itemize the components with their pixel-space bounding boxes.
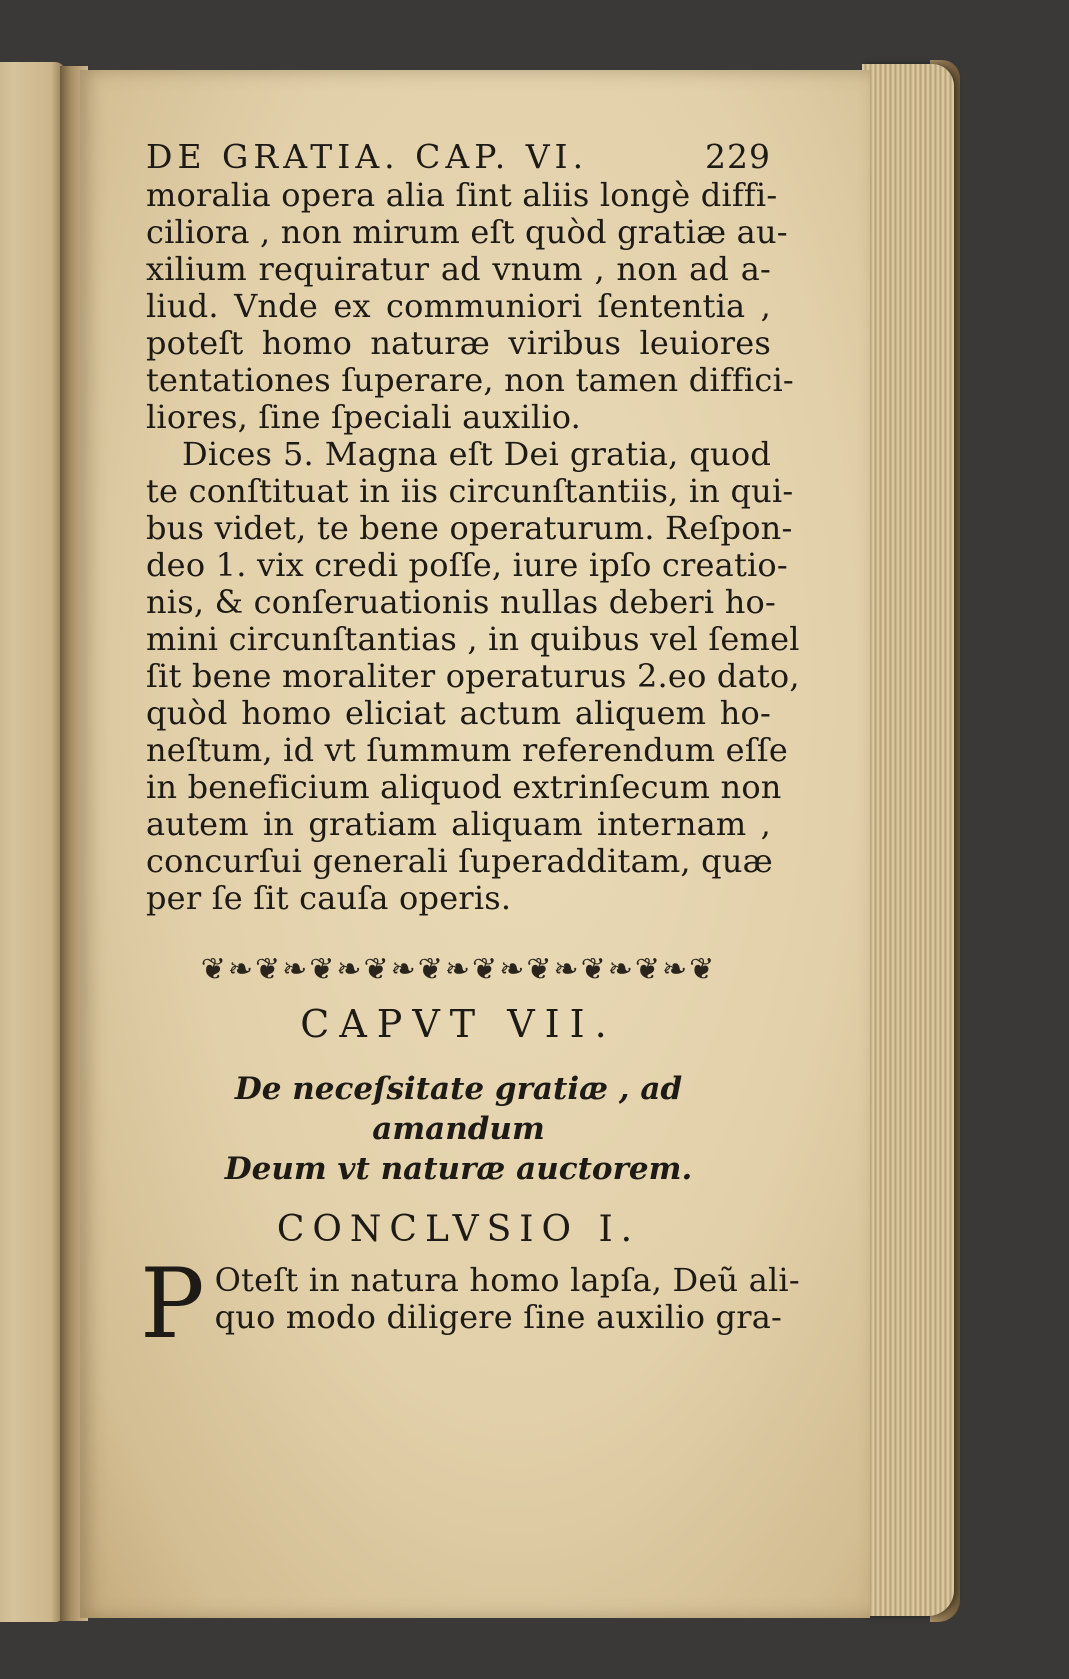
- text-line: bus videt, te bene operaturum. Reſpon-: [146, 509, 793, 547]
- running-title: DE GRATIA. CAP. VI.: [146, 137, 589, 176]
- subtitle-line: Deum vt naturæ auctorem.: [224, 1151, 693, 1187]
- chapter-subtitle: [146, 1069, 771, 1189]
- text-line: ſit bene moraliter operaturus 2.eo dato,: [146, 657, 800, 695]
- text-line: Dices 5. Magna eſt Dei gratia, quod: [182, 435, 771, 473]
- text-line: moralia opera alia ſint aliis longè diffi-: [146, 176, 778, 214]
- drop-cap: P: [140, 1248, 205, 1360]
- text-line: deo 1. vix credi poſſe, iure ipſo creatio-: [146, 546, 788, 584]
- text-line: tentationes ſuperare, non tamen diffici-: [146, 361, 794, 399]
- running-header: [146, 138, 771, 175]
- text-line: mini circunſtantias , in quibus vel ſemel: [146, 620, 800, 658]
- chapter-heading: CAPVT VII.: [300, 1002, 617, 1046]
- printers-ornament: ❦❧❦❧❦❧❦❧❦❧❦❧❦❧❦❧❦❧❦: [200, 952, 717, 987]
- text-line: in beneficium aliquod extrinſecum non: [146, 768, 782, 806]
- text-line: xilium requiratur ad vnum , non ad a-: [146, 250, 771, 288]
- text-line: nis, & conſeruationis nullas deberi ho-: [146, 583, 777, 621]
- page-number: 229: [705, 137, 771, 176]
- text-line: Oteſt in natura homo lapſa, Deũ ali-: [214, 1261, 800, 1299]
- facing-page-edge: [0, 62, 65, 1622]
- text-line: autem in gratiam aliquam internam ,: [146, 805, 771, 843]
- conclusio-paragraph: [140, 1248, 800, 1360]
- subtitle-line: De neceſsitate gratiæ , ad amandum: [234, 1071, 683, 1147]
- paragraph-2: [146, 435, 800, 917]
- text-line: poteſt homo naturæ viribus leuiores: [146, 324, 771, 362]
- text-line: quo modo diligere ſine auxilio gra-: [214, 1298, 783, 1336]
- text-line: te conſtituat in iis circunſtantiis, in qui-: [146, 472, 794, 510]
- page-text: [140, 137, 800, 1360]
- text-line: per ſe ſit cauſa operis.: [146, 879, 512, 917]
- text-line: neſtum, id vt ſummum referendum eſſe: [146, 731, 789, 769]
- text-line: liud. Vnde ex communiori ſententia ,: [146, 287, 771, 325]
- text-line: liores, ſine ſpeciali auxilio.: [146, 398, 581, 436]
- conclusio-heading: CONCLVSIO I.: [276, 1209, 641, 1250]
- paragraph-1: [146, 176, 794, 436]
- text-line: quòd homo eliciat actum aliquem ho-: [146, 694, 771, 732]
- text-line: concurſui generali ſuperadditam, quæ: [146, 842, 773, 880]
- page-block-edges: [862, 64, 954, 1616]
- text-line: ciliora , non mirum eſt quòd gratiæ au-: [146, 213, 788, 251]
